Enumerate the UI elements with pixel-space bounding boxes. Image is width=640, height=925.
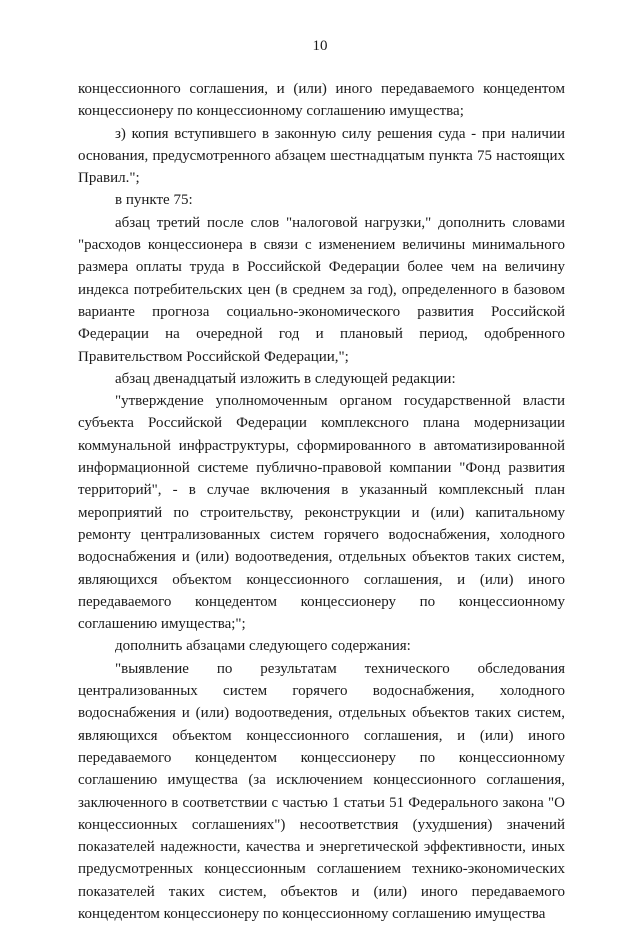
paragraph: концессионного соглашения, и (или) иного передаваемого концедентом концессионеру по концессионному соглашению имущества; — [78, 81, 565, 120]
paragraph: абзац двенадцатый изложить в следующей редакции: — [115, 370, 456, 387]
paragraph: з) копия вступившего в законную силу решения суда - при наличии основания, предусмотренного абзацем шестнадцатым пункта 75 настоящих Правил."; — [78, 125, 565, 187]
paragraph: "утверждение уполномоченным органом государственной власти субъекта Российской Федерации комплексного плана модернизации коммунальной инфраструктуры, сформированного в автоматизированной информационной системе публично-правовой компании "Фонд развития территорий", - в случае включения в указанный комплексный план мероприятий по строительству, реконструкции и (или) капитальному ремонту централизованных систем горячего водоснабжения, холодного водоснабжения и (или) водоотведения, отдельных объектов таких систем, являющихся объектом концессионного соглашения, и (или) иного передаваемого концедентом концессионеру по концессионному соглашению имущества;"; — [78, 393, 565, 633]
document-body — [78, 78, 565, 925]
paragraph: в пункте 75: — [115, 192, 193, 209]
paragraph: абзац третий после слов "налоговой нагрузки," дополнить словами "расходов концессионера в связи с изменением величины минимального размера оплаты труда в Российской Федерации более чем на величину индекса потребительских цен (в среднем за год), определенного в базовом варианте прогноза социально-экономического развития Российской Федерации на очередной год и плановый период, одобренного Правительством Российской Федерации,"; — [78, 214, 565, 365]
paragraph: дополнить абзацами следующего содержания: — [115, 638, 411, 655]
paragraph: "выявление по результатам технического обследования централизованных систем горячего водоснабжения, холодного водоснабжения и (или) водоотведения, отдельных объектов таких систем, являющихся объектом концессионного соглашения, и (или) иного передаваемого концедентом концессионеру по концессионному соглашению имущества (за исключением концессионного соглашения, заключенного в соответствии с частью 1 статьи 51 Федерального закона "О концессионных соглашениях") несоответствия (ухудшения) значений показателей надежности, качества и энергетической эффективности, иных предусмотренных концессионным соглашением технико-экономических показателей таких систем, объектов и (или) иного передаваемого концедентом концессионеру по концессионному соглашению имущества — [78, 660, 565, 922]
page-number: 10 — [312, 38, 328, 54]
